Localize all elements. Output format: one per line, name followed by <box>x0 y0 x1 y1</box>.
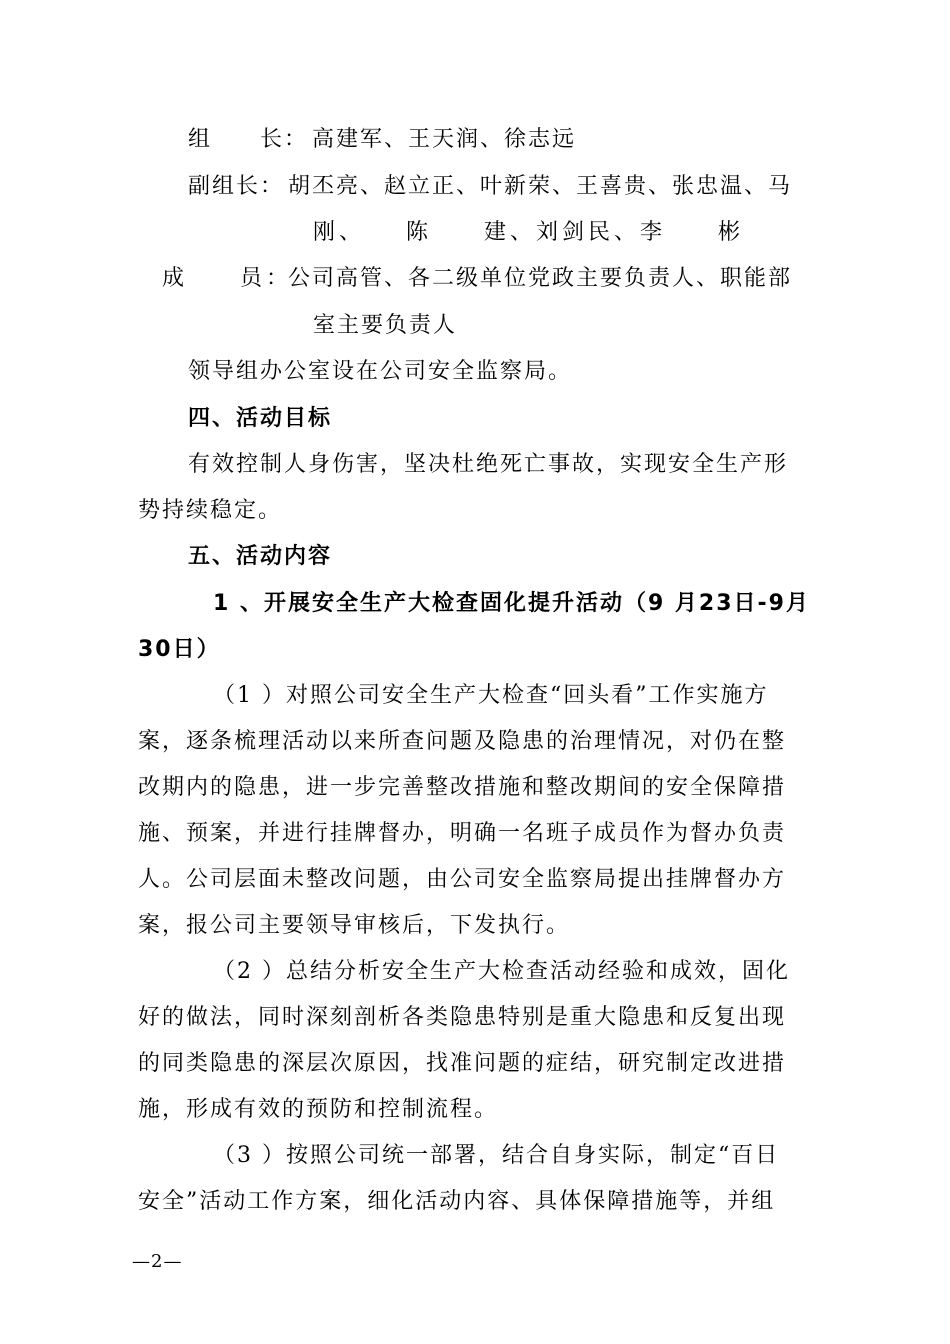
member-names-line2: 室主要负责人 <box>313 313 458 338</box>
item1-line5: 人。公司层面未整改问题，由公司安全监察局提出挂牌督办方 <box>138 867 787 892</box>
leader-label: 组 长： <box>188 127 309 152</box>
deputy-names-line1: 胡丕亮、赵立正、叶新荣、王喜贵、张忠温、马 <box>288 174 793 199</box>
member-names-line1: 公司高管、各二级单位党政主要负责人、职能部 <box>288 266 793 291</box>
section4-heading: 四、活动目标 <box>188 406 333 431</box>
section4-para-line1: 有效控制人身伤害，坚决杜绝死亡事故，实现安全生产形 <box>188 452 789 477</box>
item2-line1: （2 ）总结分析安全生产大检查活动经验和成效，固化 <box>213 959 790 984</box>
sub1-heading-line1: 1 、开展安全生产大检查固化提升活动（9 月23日-9月 <box>213 591 810 616</box>
page-number: —2— <box>132 1251 183 1272</box>
item3-line2: 安全”活动工作方案，细化活动内容、具体保障措施等，并组 <box>138 1189 776 1214</box>
item3-line1: （3 ）按照公司统一部署，结合自身实际，制定“百日 <box>213 1143 780 1168</box>
section4-para-line2: 势持续稳定。 <box>138 498 283 523</box>
sub1-heading-line2: 30日） <box>138 637 221 662</box>
item2-line2: 好的做法，同时深刻剖析各类隐患特别是重大隐患和反复出现 <box>138 1005 787 1030</box>
item1-line2: 案，逐条梳理活动以来所查问题及隐患的治理情况，对仍在整 <box>138 729 787 754</box>
item2-line3: 的同类隐患的深层次原因，找准问题的症结，研究制定改进措 <box>138 1051 787 1076</box>
deputy-names-line2: 刚、 陈 建、刘剑民、李 彬 <box>313 220 745 245</box>
member-label: 成 员： <box>162 266 293 291</box>
office-line: 领导组办公室设在公司安全监察局。 <box>188 359 573 384</box>
item2-line4: 施，形成有效的预防和控制流程。 <box>138 1097 499 1122</box>
item1-line6: 案，报公司主要领导审核后，下发执行。 <box>138 913 571 938</box>
deputy-label: 副组长： <box>188 174 285 199</box>
section5-heading: 五、活动内容 <box>188 544 333 569</box>
leader-names: 高建军、王天润、徐志远 <box>312 127 577 152</box>
item1-line3: 改期内的隐患，进一步完善整改措施和整改期间的安全保障措 <box>138 775 787 800</box>
item1-line1: （1 ）对照公司安全生产大检查“回头看”工作实施方 <box>213 683 769 708</box>
item1-line4: 施、预案，并进行挂牌督办，明确一名班子成员作为督办负责 <box>138 821 787 846</box>
